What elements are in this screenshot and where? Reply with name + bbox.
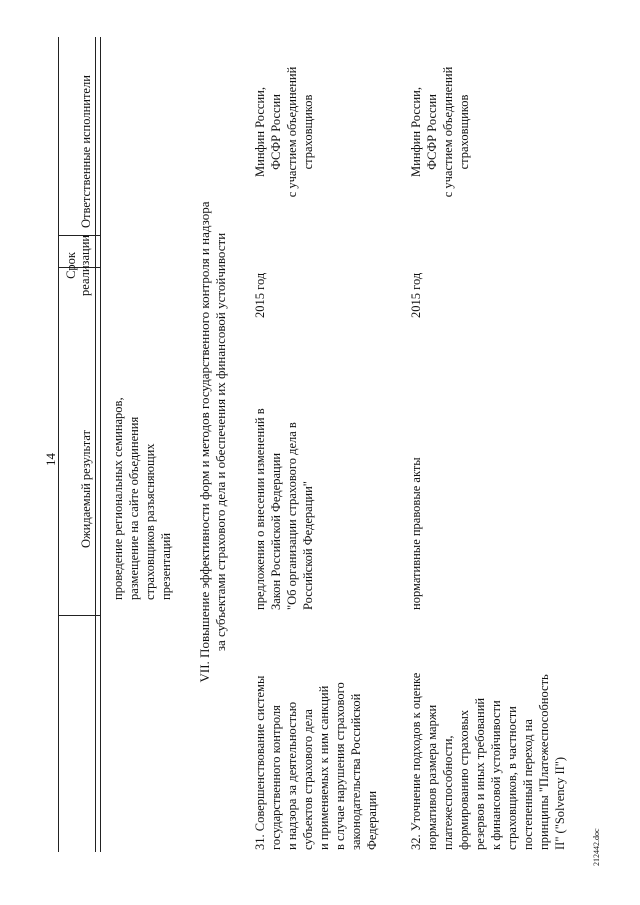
row31-executors-line-2: ФСФР России (269, 94, 283, 170)
row32-measure-line-4: формированию страховых (457, 709, 471, 850)
row32-measure-line-5: резервов и иных требований (473, 697, 487, 850)
row32-executors-line-4: страховщиков (457, 94, 471, 170)
row32-measure (408, 673, 568, 850)
row31-executors-line-3: с участием объединений (285, 66, 299, 198)
row32-executors-line-1: Минфин России, (409, 87, 423, 177)
row31-measure-line-2: государственного контроля (269, 705, 283, 850)
row32-executors-line-2: ФСФР России (425, 94, 439, 170)
column-line-1 (58, 615, 101, 616)
row31-result-line-3: "Об организации страхового дела в (285, 422, 299, 610)
footer-doc-code: 212442.doc (592, 828, 601, 866)
row32-result-line-1: нормативные правовые акты (409, 457, 423, 610)
row31-executors (252, 42, 316, 222)
row31-executors-line-4: страховщиков (301, 94, 315, 170)
row31-result-line-1: предложения о внесении изменений в (253, 408, 267, 610)
row31-term: 2015 год (253, 272, 267, 318)
row31-result (252, 408, 316, 610)
header-term-label (64, 235, 92, 296)
row32-term: 2015 год (409, 272, 423, 318)
row31-measure-line-8: Федерации (365, 790, 379, 850)
row32-measure-line-9: принципы "Платежеспособность (537, 674, 551, 850)
row32-result (408, 457, 424, 610)
section-7-heading (197, 157, 229, 727)
row0-result-line-4: презентаций (159, 532, 173, 600)
row31-executors-line-1: Минфин России, (253, 87, 267, 177)
row0-result-line-2: размещение на сайте объединения (127, 416, 141, 600)
row32-measure-line-8: постепенный переход на (521, 719, 535, 850)
row0-result-line-1: проведение региональных семинаров, (111, 397, 125, 600)
row32-measure-line-10: II" ("Solvency II") (553, 756, 567, 850)
row32-executors-line-3: с участием объединений (441, 66, 455, 198)
section-7-line-1: VII. Повышение эффективности форм и методов государственного контроля и надзора (197, 201, 212, 683)
header-term-line2: реализации (78, 234, 92, 296)
row31-measure-line-3: и надзора за деятельностью (285, 701, 299, 850)
row32-measure-line-1: 32. Уточнение подходов к оценке (409, 672, 423, 850)
table-top-line (95, 37, 96, 852)
header-executors-label: Ответственные исполнители (79, 75, 93, 228)
row31-measure-line-7: законодательства Российской (349, 693, 363, 850)
header-result-label: Ожидаемый результат (79, 429, 93, 548)
header-separator-line (100, 37, 101, 852)
header-top-rule (58, 37, 59, 852)
row32-measure-line-2: нормативов размера маржи (425, 704, 439, 850)
page-number: 14 (43, 453, 58, 466)
row32-measure-line-3: платежеспособности, (441, 735, 455, 850)
section-7-line-2: за субъектами страхового дела и обеспечения их финансовой устойчивости (213, 232, 228, 652)
row31-measure-line-6: в случае нарушения страхового (333, 682, 347, 850)
row31-measure (252, 676, 380, 850)
row31-result-line-4: Российской Федерации" (301, 481, 315, 610)
header-term-line1: Срок (64, 252, 78, 279)
row31-result-line-2: Закон Российской Федерации (269, 452, 283, 610)
row0-result-line-3: страховщиков разъясняющих (143, 443, 157, 600)
row31-measure-line-1: 31. Совершенствование системы (253, 675, 267, 850)
row0-result (110, 397, 174, 600)
row32-executors (408, 42, 472, 222)
row32-measure-line-6: к финансовой устойчивости (489, 700, 503, 850)
row32-measure-line-7: страховщиков, в частности (505, 706, 519, 850)
row31-measure-line-4: субъектов страхового дела (301, 709, 315, 850)
row31-measure-line-5: и применяемых к ним санкций (317, 685, 331, 850)
